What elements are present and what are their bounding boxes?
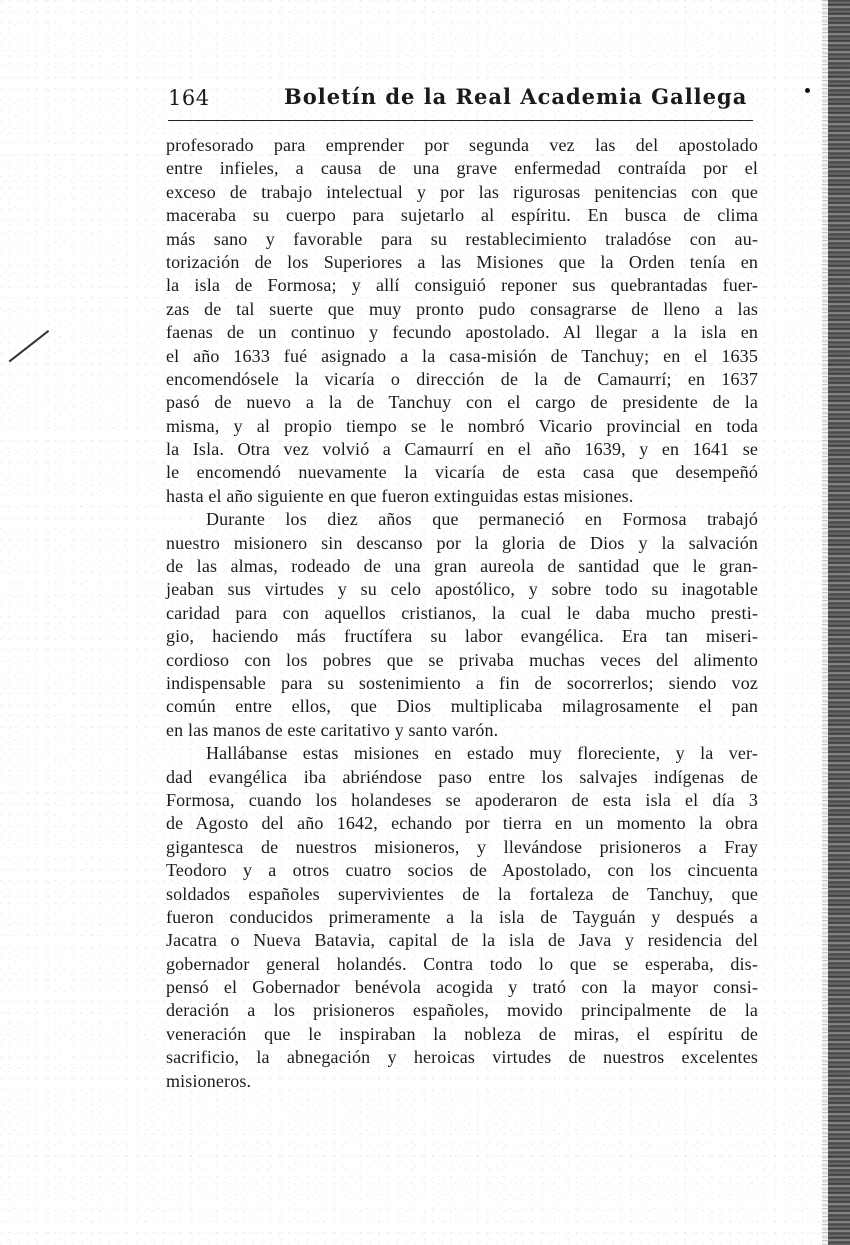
text-line: encomendósele la vicaría o dirección de la de Camaurrí; en 1637 xyxy=(166,368,758,389)
text-line: pasó de nuevo a la de Tanchuy con el cargo de presidente de la xyxy=(166,392,758,413)
text-line: Jacatra o Nueva Batavia, capital de la isla de Java y residencia del xyxy=(166,930,758,951)
text-line: en las manos de este caritativo y santo varón. xyxy=(166,719,499,740)
text-line: gobernador general holandés. Contra todo lo que se esperaba, dis- xyxy=(166,953,758,974)
text-line: la Isla. Otra vez volvió a Camaurrí en el año 1639, y en 1641 se xyxy=(166,439,758,460)
text-line: jeaban sus virtudes y su celo apostólico, y sobre todo su inagotable xyxy=(166,579,758,600)
text-line: faenas de un continuo y fecundo apostolado. Al llegar a la isla en xyxy=(166,322,758,343)
text-line: exceso de trabajo intelectual y por las rigurosas penitencias con que xyxy=(166,181,758,202)
text-line: torización de los Superiores a las Misiones que la Orden tenía en xyxy=(166,251,758,272)
text-line: indispensable para su sostenimiento a fin de socorrerlos; siendo voz xyxy=(166,672,758,693)
text-line: cordioso con los pobres que se privaba muchas veces del alimento xyxy=(166,649,758,670)
text-line: misma, y al propio tiempo se le nombró Vicario provincial en toda xyxy=(166,415,758,436)
text-line: deración a los prisioneros españoles, movido principalmente de la xyxy=(166,1000,758,1021)
text-line: zas de tal suerte que muy pronto pudo consagrarse de lleno a las xyxy=(166,298,758,319)
margin-pencil-mark xyxy=(9,330,50,362)
text-line: de Agosto del año 1642, echando por tierra en un momento la obra xyxy=(166,813,758,834)
page-number: 164 xyxy=(168,86,210,110)
text-line: le encomendó nuevamente la vicaría de esta casa que desempeñó xyxy=(166,462,758,483)
running-title: Boletín de la Real Academia Gallega xyxy=(284,84,748,109)
page-header xyxy=(168,80,753,121)
text-line: soldados españoles supervivientes de la fortaleza de Tanchuy, que xyxy=(166,883,758,904)
text-line: hasta el año siguiente en que fueron extinguidas estas misiones. xyxy=(166,485,634,506)
text-line: gio, haciendo más fructífera su labor evangélica. Era tan miseri- xyxy=(166,626,758,647)
text-line: común entre ellos, que Dios multiplicaba milagrosamente el pan xyxy=(166,696,758,717)
text-line: dad evangélica iba abriéndose paso entre los salvajes indígenas de xyxy=(166,766,758,787)
text-line: entre infieles, a causa de una grave enfermedad contraída por el xyxy=(166,158,758,179)
text-line: Hallábanse estas misiones en estado muy floreciente, y la ver- xyxy=(206,743,758,764)
text-line: pensó el Gobernador benévola acogida y trató con la mayor consi- xyxy=(166,977,758,998)
ink-dot xyxy=(805,88,810,93)
text-line: más sano y favorable para su restablecimiento traladóse con au- xyxy=(166,228,758,249)
text-line: la isla de Formosa; y allí consiguió reponer sus quebrantadas fuer- xyxy=(166,275,758,296)
text-line: veneración que le inspiraban la nobleza de miras, el espíritu de xyxy=(166,1023,758,1044)
text-line: sacrificio, la abnegación y heroicas virtudes de nuestros excelentes xyxy=(166,1047,758,1068)
body-text xyxy=(166,134,758,1093)
text-line: profesorado para emprender por segunda vez las del apostolado xyxy=(166,135,758,155)
text-line: maceraba su cuerpo para sujetarlo al espíritu. En busca de clima xyxy=(166,205,758,226)
text-line: Teodoro y a otros cuatro socios de Apostolado, con los cincuenta xyxy=(166,860,758,881)
binding-edge xyxy=(828,0,850,1245)
text-line: Formosa, cuando los holandeses se apoderaron de esta isla el día 3 xyxy=(166,789,758,810)
text-line: Durante los diez años que permaneció en Formosa trabajó xyxy=(206,509,758,530)
text-line: misioneros. xyxy=(166,1070,252,1091)
text-line: gigantesca de nuestros misioneros, y llevándose prisioneros a Fray xyxy=(166,836,758,857)
text-line: caridad para con aquellos cristianos, la cual le daba mucho presti- xyxy=(166,602,758,623)
text-line: de las almas, rodeado de una gran aureola de santidad que le gran- xyxy=(166,556,758,577)
text-line: nuestro misionero sin descanso por la gloria de Dios y la salvación xyxy=(166,532,758,553)
text-line: fueron conducidos primeramente a la isla de Tayguán y después a xyxy=(166,906,758,927)
text-line: el año 1633 fué asignado a la casa-misión de Tanchuy; en el 1635 xyxy=(166,345,758,366)
